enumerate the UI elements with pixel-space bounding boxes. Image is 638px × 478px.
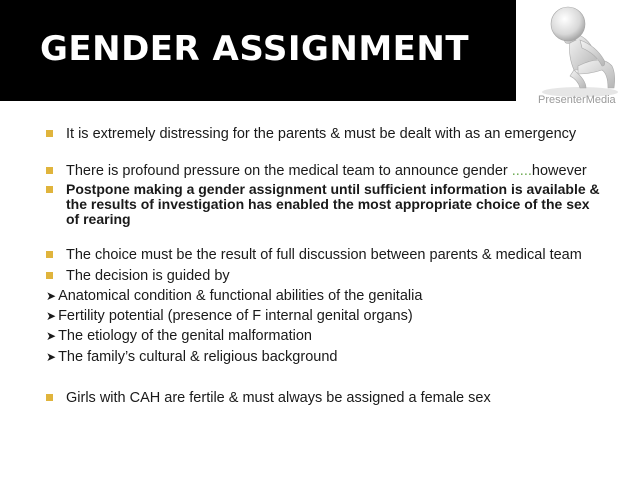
arrow-item-text: The etiology of the genital malformation (58, 328, 312, 344)
presentermedia-watermark: PresenterMedia (538, 94, 616, 106)
bullet-square (46, 167, 53, 174)
arrow-item (46, 328, 312, 344)
arrow-item (46, 308, 413, 324)
slide-title: GENDER ASSIGNMENT (40, 29, 470, 69)
arrow-item-text: Fertility potential (presence of F internal genital organs) (58, 308, 413, 324)
arrow-icon: ➤ (46, 289, 57, 303)
bullet-square (46, 186, 53, 193)
bullet-text (66, 163, 587, 179)
arrow-icon: ➤ (46, 350, 57, 364)
ellipsis: ..... (511, 163, 532, 179)
bullet-square (46, 130, 53, 137)
bullet-text: It is extremely distressing for the parents & must be dealt with as an emergency (66, 126, 577, 142)
arrow-icon: ➤ (46, 329, 57, 343)
arrow-item-text: Anatomical condition & functional abilities of the genitalia (58, 288, 423, 304)
bullet-square (46, 272, 53, 279)
bullet-text-main: There is profound pressure on the medical team to announce gender (66, 163, 512, 179)
bullet-text-after: however (531, 163, 587, 179)
arrow-item-text: The family’s cultural & religious background (58, 349, 338, 365)
bullet-text: The decision is guided by (66, 268, 230, 284)
bullet-text: The choice must be the result of full discussion between parents & medical team (66, 247, 582, 263)
arrow-item (46, 288, 422, 304)
bullet-square (46, 251, 53, 258)
arrow-item (46, 349, 337, 365)
arrow-icon: ➤ (46, 309, 57, 323)
bullet-text: Girls with CAH are fertile & must always be assigned a female sex (66, 390, 491, 406)
bullet-square (46, 394, 53, 401)
bullet-text-bold: Postpone making a gender assignment until sufficient information is available & the results of investigation has enabled the most appropriate choice of the sex of rearing (66, 181, 600, 227)
